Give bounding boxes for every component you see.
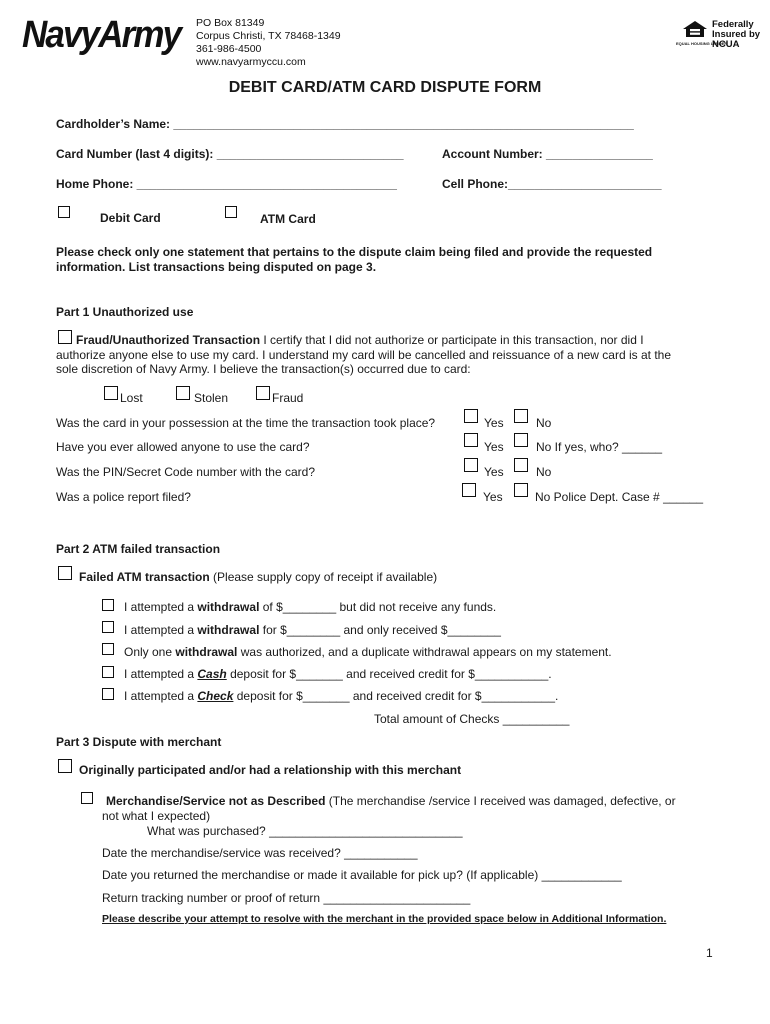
address-line-2: Corpus Christi, TX 78468-1349	[196, 30, 341, 42]
not-as-described-line-2: not what I expected)	[102, 809, 211, 823]
not-as-described-checkbox[interactable]	[81, 792, 93, 804]
address-phone: 361-986-4500	[196, 43, 262, 55]
navy-army-logo: NavyArmy	[22, 14, 181, 56]
ehl-label: EQUAL HOUSING LENDER	[676, 41, 728, 46]
stolen-checkbox[interactable]	[176, 386, 190, 400]
possession-no-checkbox[interactable]	[514, 409, 528, 423]
question-police: Was a police report filed?	[56, 490, 191, 504]
address-website: www.navyarmyccu.com	[196, 56, 306, 68]
question-possession: Was the card in your possession at the time the transaction took place?	[56, 416, 436, 430]
duplicate-withdrawal-checkbox[interactable]	[102, 643, 114, 655]
page-number: 1	[706, 946, 713, 960]
debit-card-label: Debit Card	[100, 211, 161, 225]
address-line-1: PO Box 81349	[196, 17, 265, 29]
pin-no-checkbox[interactable]	[514, 458, 528, 472]
cell-phone-field[interactable]: Cell Phone:_______________________	[442, 177, 662, 191]
police-no-checkbox[interactable]	[514, 483, 528, 497]
question-pin: Was the PIN/Secret Code number with the card?	[56, 465, 316, 479]
atm-card-label: ATM Card	[260, 212, 316, 226]
equal-housing-lender-logo	[676, 20, 728, 46]
form-title: DEBIT CARD/ATM CARD DISPUTE FORM	[228, 79, 542, 96]
cash-deposit-text: I attempted a Cash deposit for $_______ and received credit for $___________.	[124, 667, 552, 681]
describe-attempt-note: Please describe your attempt to resolve with the merchant in the provided space below in Additional Information.	[102, 913, 667, 925]
home-phone-field[interactable]: Home Phone: _______________________________________	[56, 177, 397, 191]
cash-deposit-checkbox[interactable]	[102, 666, 114, 678]
debit-card-checkbox[interactable]	[58, 206, 70, 218]
fraud-option-checkbox[interactable]	[256, 386, 270, 400]
cardholder-name-field[interactable]: Cardholder’s Name: _____________________________________________________________________	[56, 117, 634, 131]
instructions-line-1: Please check only one statement that pertains to the dispute claim being filed and provide the requested	[56, 245, 653, 259]
account-number-field[interactable]: Account Number: ________________	[442, 147, 653, 161]
withdrawal-partial-checkbox[interactable]	[102, 621, 114, 633]
withdrawal-no-funds-text: I attempted a withdrawal of $________ but did not receive any funds.	[124, 600, 497, 614]
question-allowed: Have you ever allowed anyone to use the card?	[56, 440, 310, 454]
not-as-described-line-1: Merchandise/Service not as Described (The merchandise /service I received was damaged, defective, or	[106, 794, 676, 808]
tracking-number-field[interactable]: Return tracking number or proof of return ______________________	[102, 891, 471, 905]
failed-atm-statement: Failed ATM transaction (Please supply copy of receipt if available)	[79, 570, 438, 584]
possession-no-label: No	[536, 416, 552, 430]
pin-yes-checkbox[interactable]	[464, 458, 478, 472]
check-deposit-text: I attempted a Check deposit for $_______ and received credit for $___________.	[124, 689, 559, 703]
check-deposit-checkbox[interactable]	[102, 688, 114, 700]
atm-card-checkbox[interactable]	[225, 206, 237, 218]
card-number-field[interactable]: Card Number (last 4 digits): ____________________________	[56, 147, 404, 161]
total-checks-field[interactable]: Total amount of Checks __________	[374, 712, 570, 726]
possession-yes-checkbox[interactable]	[464, 409, 478, 423]
allowed-yes-label: Yes	[484, 440, 504, 454]
withdrawal-no-funds-checkbox[interactable]	[102, 599, 114, 611]
pin-yes-label: Yes	[484, 465, 504, 479]
date-returned-field[interactable]: Date you returned the merchandise or made it available for pick up? (If applicable) ____________	[102, 868, 622, 882]
failed-atm-checkbox[interactable]	[58, 566, 72, 580]
date-received-field[interactable]: Date the merchandise/service was received? ___________	[102, 846, 418, 860]
instructions-line-2: information. List transactions being disputed on page 3.	[56, 260, 377, 274]
lost-label: Lost	[120, 391, 143, 405]
fraud-option-label: Fraud	[272, 391, 304, 405]
stolen-label: Stolen	[194, 391, 229, 405]
part3-heading: Part 3 Dispute with merchant	[56, 735, 222, 749]
part2-heading: Part 2 ATM failed transaction	[56, 542, 221, 556]
what-purchased-field[interactable]: What was purchased? _____________________________	[147, 824, 463, 838]
allowed-no-label: No If yes, who? ______	[536, 440, 663, 454]
pin-no-label: No	[536, 465, 552, 479]
police-no-label: No Police Dept. Case # ______	[535, 490, 704, 504]
fraud-statement-line-2: authorize anyone else to use my card. I understand my card will be cancelled and reissuance of a new card is at the	[56, 348, 672, 362]
allowed-yes-checkbox[interactable]	[464, 433, 478, 447]
fraud-checkbox[interactable]	[58, 330, 72, 344]
possession-yes-label: Yes	[484, 416, 504, 430]
allowed-no-checkbox[interactable]	[514, 433, 528, 447]
part1-heading: Part 1 Unauthorized use	[56, 305, 194, 319]
fraud-statement-line-3: sole discretion of Navy Army. I believe the transaction(s) occurred due to card:	[56, 362, 471, 376]
police-yes-checkbox[interactable]	[462, 483, 476, 497]
police-yes-label: Yes	[483, 490, 503, 504]
lost-checkbox[interactable]	[104, 386, 118, 400]
ncua-badge: Federally Insured by NCUA	[712, 19, 761, 50]
withdrawal-partial-text: I attempted a withdrawal for $________ and only received $________	[124, 623, 501, 637]
duplicate-withdrawal-text: Only one withdrawal was authorized, and a duplicate withdrawal appears on my statement.	[124, 645, 612, 659]
fraud-statement-line-1: Fraud/Unauthorized Transaction I certify that I did not authorize or participate in this transaction, nor did I	[76, 333, 644, 347]
merchant-relationship-checkbox[interactable]	[58, 759, 72, 773]
merchant-relationship-text: Originally participated and/or had a relationship with this merchant	[79, 763, 462, 777]
